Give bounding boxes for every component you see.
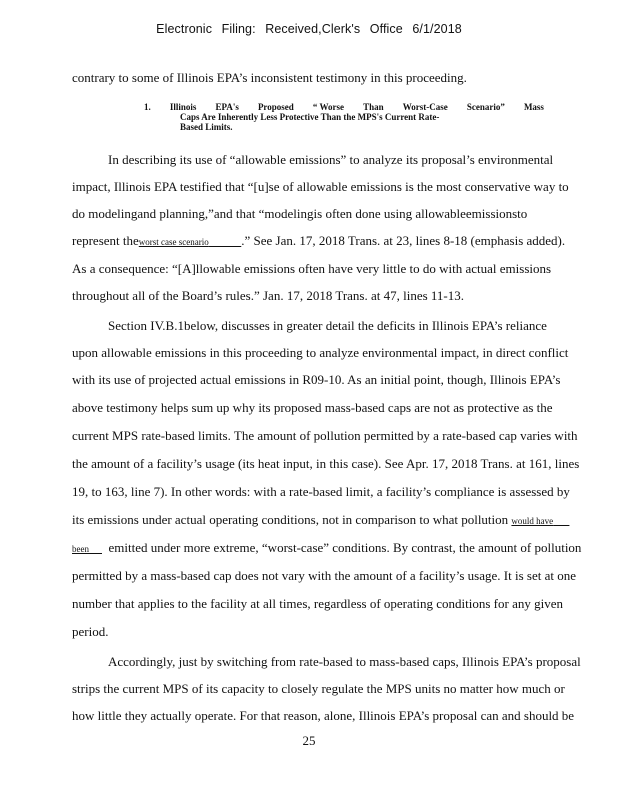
text-run: represent the <box>72 233 139 248</box>
body-line-with-emphasis <box>72 512 569 529</box>
body-line: permitted by a mass-based cap does not vary with the amount of a facility’s usage. It is set at one <box>72 568 576 583</box>
heading-word: Than <box>363 102 384 112</box>
body-line: contrary to some of Illinois EPA’s inconsistent testimony in this proceeding. <box>72 70 467 85</box>
heading-word: Mass <box>523 102 544 112</box>
emphasized-text: worst case scenario <box>138 237 209 247</box>
heading-word: Proposed <box>257 102 294 112</box>
emphasized-text: been <box>72 544 89 554</box>
body-line: current MPS rate-based limits. The amount of pollution permitted by a rate-based cap varies with <box>72 428 578 443</box>
underline-gap <box>209 233 242 248</box>
body-line: upon allowable emissions in this proceeding to analyze environmental impact, in direct conflict <box>72 345 569 360</box>
heading-line-2: Caps Are Inherently Less Protective Than the MPS's Current Rate- <box>180 112 440 122</box>
body-line: 19, to 163, line 7). In other words: with a rate-based limit, a facility’s compliance is assessed by <box>72 484 570 499</box>
body-line-with-emphasis <box>72 540 581 557</box>
text-run: its emissions under actual operating conditions, not in comparison to what pollution <box>72 512 509 527</box>
body-line: period. <box>72 624 109 639</box>
heading-number: 1. <box>144 102 151 112</box>
body-line: Section IV.B.1below, discusses in greater detail the deficits in Illinois EPA’s reliance <box>108 318 547 333</box>
heading-word: EPA's <box>215 102 239 112</box>
body-line: In describing its use of “allowable emissions” to analyze its proposal’s environmental <box>108 152 554 167</box>
body-line: do modelingand planning,”and that “modelingis often done using allowableemissionsto <box>72 206 528 221</box>
heading-line-3: Based Limits. <box>180 122 233 132</box>
underline-gap <box>553 512 569 527</box>
underline-gap <box>89 540 102 555</box>
heading-word: “ Worse <box>312 102 344 112</box>
body-line: how little they actually operate. For that reason, alone, Illinois EPA’s proposal can and should be <box>72 708 575 723</box>
body-line: above testimony helps sum up why its proposed mass-based caps are not as protective as the <box>72 400 553 415</box>
body-line: with its use of projected actual emissions in R09-10. As an initial point, though, Illinois EPA’s <box>72 372 561 387</box>
body-line: throughout all of the Board’s rules.” Jan. 17, 2018 Trans. at 47, lines 11-13. <box>72 288 465 303</box>
page-number: 25 <box>302 733 316 748</box>
heading-word: Worst-Case <box>402 102 448 112</box>
body-line: impact, Illinois EPA testified that “[u]se of allowable emissions is the most conservative way to <box>72 179 569 194</box>
body-line: As a consequence: “[A]llowable emissions often have very little to do with actual emissions <box>72 261 552 276</box>
text-run: emitted under more extreme, “worst-case” conditions. By contrast, the amount of pollution <box>108 540 582 555</box>
body-line: number that applies to the facility at all times, regardless of operating conditions for any given <box>72 596 563 611</box>
body-line: the amount of a facility’s usage (its heat input, in this case). See Apr. 17, 2018 Trans. at 161, lines <box>72 456 580 471</box>
text-run: .” See Jan. 17, 2018 Trans. at 23, lines 8-18 (emphasis added). <box>241 233 566 248</box>
section-heading <box>144 102 544 132</box>
heading-word: Illinois <box>169 102 197 112</box>
heading-word: Scenario” <box>466 102 505 112</box>
body-line-with-emphasis <box>72 233 565 250</box>
body-line: strips the current MPS of its capacity to closely regulate the MPS units no matter how much or <box>72 681 565 696</box>
filing-header: Electronic Filing: Received,Clerk's Office 6/1/2018 <box>156 22 462 36</box>
body-line: Accordingly, just by switching from rate-based to mass-based caps, Illinois EPA’s proposal <box>108 654 581 669</box>
emphasized-text: would have <box>511 516 554 526</box>
